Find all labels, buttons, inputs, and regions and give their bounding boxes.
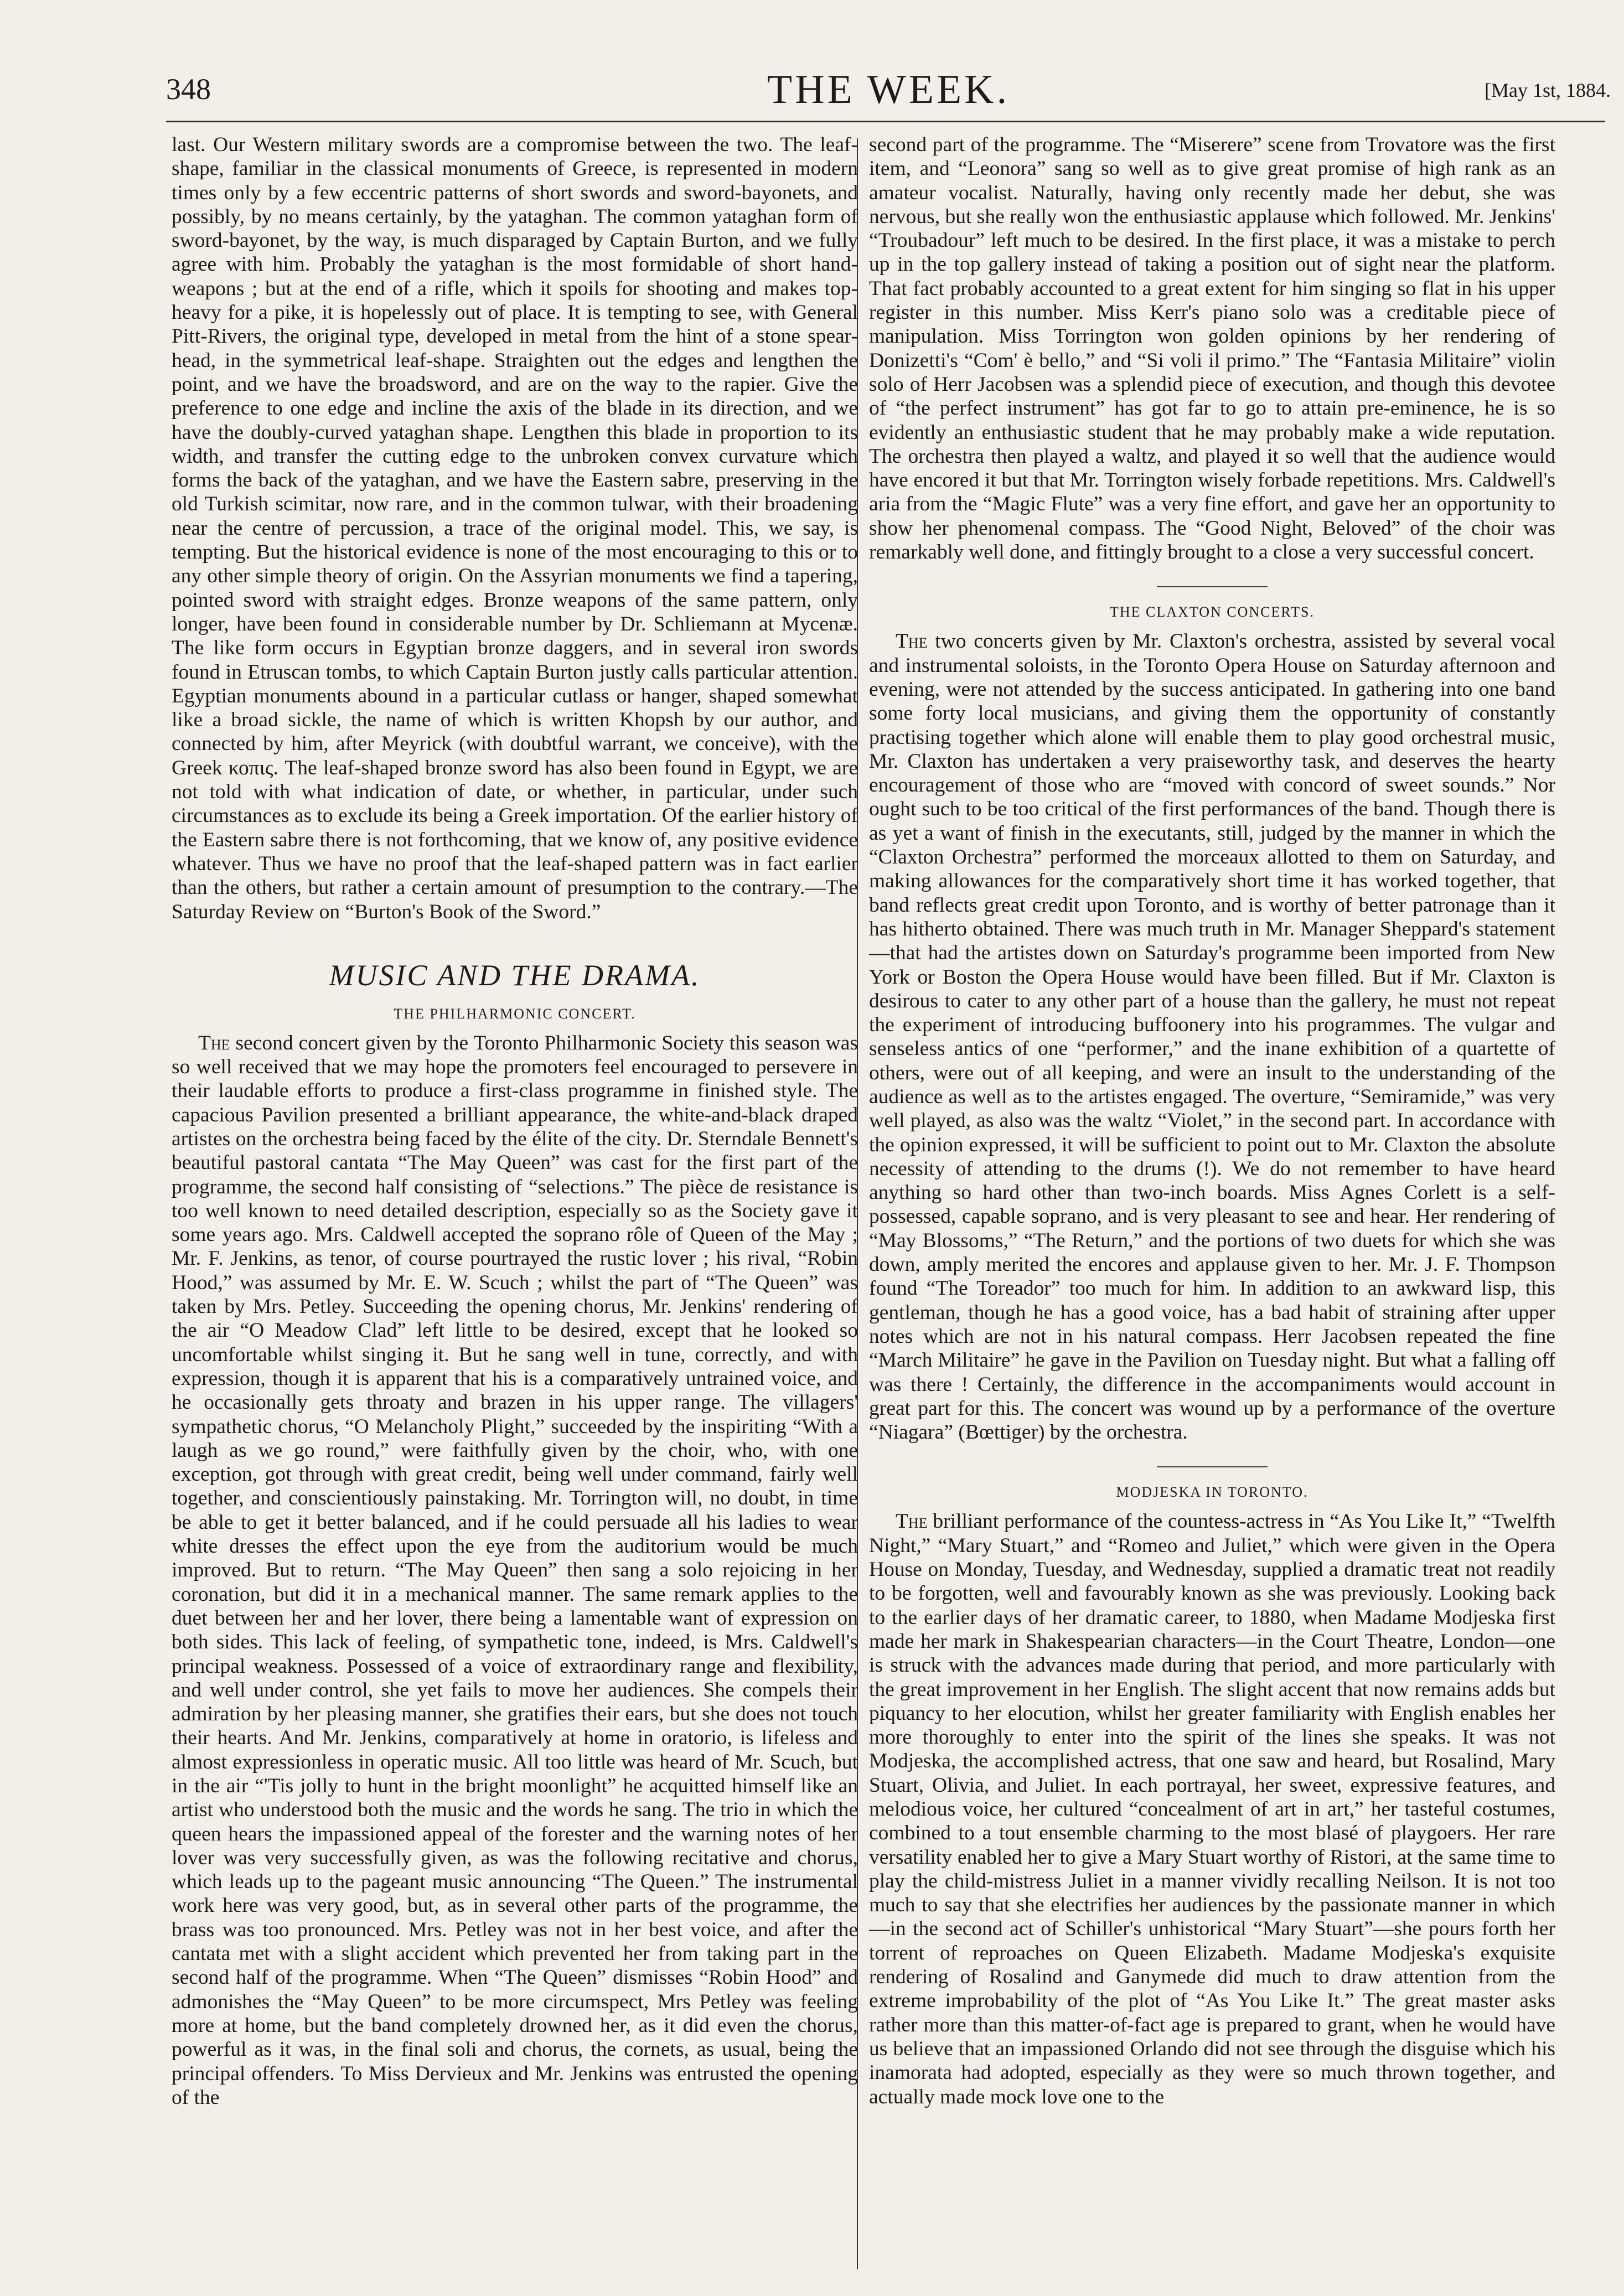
claxton-lead-word: The (896, 630, 928, 653)
modjeska-lead-word: The (896, 1510, 928, 1533)
philharmonic-text: second concert given by the Toronto Philharmonic Society this season was so well received that we may hope the promoters feel encouraged to persevere in their laudable efforts to produce a first-class programme in finished style. The capacious Pavilion presented a brilliant appearance, the white-and-black draped artistes on the orchestra being faced by the élite of the city. Dr. Sterndale Bennett's beautiful pastoral cantata “The May Queen” was cast for the first part of the programme, the second half consisting of “selections.” The pièce de resistance is too well known to need detailed description, especially so as the Society gave it some years ago. Mrs. Caldwell accepted the soprano rôle of Queen of the May ; Mr. F. Jenkins, as tenor, of course pourtrayed the rustic lover ; his rival, “Robin Hood,” was assumed by Mr. E. W. Scuch ; whilst the part of “The Queen” was taken by Mrs. Petley. Succeeding the opening chorus, Mr. Jenkins' rendering of the air “O Meadow Clad” left little to be desired, except that he looked so uncomfortable whilst singing it. But he sang well in tune, correctly, and with expression, though it is apparent that his is a comparatively untrained voice, and he occasionally gets throaty and brazen in his upper range. The villagers' sympathetic chorus, “O Melancholy Plight,” succeeded by the inspiriting “With a laugh as we go round,” were faithfully given by the choir, who, with one exception, got through with great credit, being well under command, fairly well together, and conscientiously painstaking. Mr. Torrington will, no doubt, in time be able to get it better balanced, and if he could persuade all his ladies to wear white dresses the effect upon the eye from the auditorium would be much improved. But to return. “The May Queen” then sang a solo rejoicing in her coronation, but did it in a mechanical manner. The same remark applies to the duet between her and her lover, there being a lamentable want of expression on both sides. This lack of feeling, of sympathetic tone, indeed, is Mrs. Caldwell's principal weakness. Possessed of a voice of extraordinary range and flexibility, and well under control, she yet fails to move her audiences. She compels their admiration by her pleasing manner, she gratifies their ears, but she does not touch their hearts. And Mr. Jenkins, comparatively at home in oratorio, is lifeless and almost expressionless in operatic music. All too little was heard of Mr. Scuch, but in the air “'Tis jolly to hunt in the bright moonlight” he acquitted himself like an artist who understood both the music and the words he sang. The trio in which the queen hears the impassioned appeal of the forester and the warning notes of her lover was very successfully given, as was the following recitative and chorus, which leads up to the pageant music announcing “The Queen.” The instrumental work here was very good, but, as in several other parts of the programme, the brass was too pronounced. Mrs. Petley was not in her best voice, and after the cantata met with a slight accident which prevented her from taking part in the second half of the programme. When “The Queen” dismisses “Robin Hood” and admonishes the “May Queen” to be more circumspect, Mrs Petley was feeling more at home, but the band completely drowned her, as it did even the chorus, powerful as it was, in the final soli and chorus, the cornets, as usual, being the principal offenders. To Miss Dervieux and Mr. Jenkins was entrusted the opening of the (172, 1031, 858, 2109)
philharmonic-continued-text: second part of the programme. The “Miserere” scene from Trovatore was the first item, and “Leonora” sang so well as to give great promise of high rank as an amateur vocalist. Naturally, having only recently made her debut, she was nervous, but she really won the enthusiastic applause which followed. Mr. Jenkins' “Troubadour” left much to be desired. In the first place, it was a mistake to perch up in the top gallery instead of taking a position out of sight near the platform. That fact probably accounted to a great extent for him singing so flat in his upper register in this number. Miss Kerr's piano solo was a creditable piece of manipulation. Miss Torrington won golden opinions by her rendering of Donizetti's “Com' è bello,” and “Si voli il primo.” The “Fantasia Militaire” violin solo of Herr Jacobsen was a splendid piece of execution, and though this devotee of “the perfect instrument” has got far to go to attain pre-eminence, he is so evidently an enthusiastic student that he may probably make a wide reputation. The orchestra then played a waltz, and played it so well that the audience would have encored it but that Mr. Torrington wisely forbade repetitions. Mrs. Caldwell's aria from the “Magic Flute” was a very fine effort, and gave her an opportunity to show her phenomenal compass. The “Good Night, Beloved” of the choir was remarkably well done, and fittingly brought to a close a very successful concert. (869, 133, 1555, 564)
claxton-article (869, 629, 1555, 1444)
modjeska-heading: MODJESKA IN TORONTO. (1116, 1484, 1308, 1501)
philharmonic-heading: THE PHILHARMONIC CONCERT. (394, 1005, 636, 1022)
page-number: 348 (166, 73, 211, 106)
section-divider (1157, 1466, 1268, 1467)
right-column (869, 133, 1555, 2275)
journal-title: THE WEEK. (767, 67, 1010, 112)
left-column (172, 133, 858, 2275)
claxton-heading: THE CLAXTON CONCERTS. (1109, 604, 1315, 620)
philharmonic-article (172, 1031, 858, 2109)
section-title: MUSIC AND THE DRAMA. (329, 958, 701, 992)
modjeska-text: brilliant performance of the countess-actress in “As You Like It,” “Twelfth Night,” “Mary Stuart,” and “Romeo and Juliet,” which were given in the Opera House on Monday, Tuesday, and Wednesday, supplied a dramatic treat not readily to be forgotten, well and favourably known as she was previously. Looking back to the earlier days of her dramatic career, to 1880, when Madame Modjeska first made her mark in Shakespearian characters—in the Court Theatre, London—one is struck with the advances made during that period, and more particularly with the great improvement in her English. The slight accent that now remains adds but piquancy to her elocution, whilst her greater familiarity with English enables her more thoroughly to enter into the spirit of the lines she speaks. It was not Modjeska, the accomplished actress, that one saw and heard, but Rosalind, Mary Stuart, Olivia, and Juliet. In each portrayal, her sweet, expressive features, and melodious voice, her cultured “concealment of art in art,” her tasteful costumes, combined to a tout ensemble charming to the most blasé of playgoers. Her rare versatility enabled her to give a Mary Stuart worthy of Ristori, at the same time to play the child-mistress Juliet in a manner vividly recalling Neilson. It is not too much to say that she electrifies her audiences by the passionate manner in which—in the second act of Schiller's unhistorical “Mary Stuart”—she pours forth her torrent of reproaches on Queen Elizabeth. Madame Modjeska's exquisite rendering of Rosalind and Ganymede did much to draw attention from the extreme improbability of the plot of “As You Like It.” The great master asks rather more than this matter-of-fact age is prepared to grant, when he would have us believe that an impassioned Orlando did not see through the disguise which his inamorata had adopted, especially as they were so much thrown together, and actually made mock love one to the (869, 1510, 1555, 2108)
philharmonic-lead-word: The (198, 1031, 230, 1054)
claxton-text: two concerts given by Mr. Claxton's orchestra, assisted by several vocal and instrumental soloists, in the Toronto Opera House on Saturday afternoon and evening, were not attended by the success anticipated. In gathering into one band some forty local musicians, and giving them the opportunity of constantly practising together which alone will enable them to play good orchestral music, Mr. Claxton has undertaken a very praiseworthy task, and deserves the hearty encouragement of those who are “moved with concord of sweet sounds.” Nor ought such to be too critical of the first performances of the band. Though there is as yet a want of finish in the executants, still, judged by the manner in which the “Claxton Orchestra” performed the morceaux allotted to them on Saturday, and making allowances for the comparatively short time it has worked together, that band reflects great credit upon Toronto, and is worthy of better patronage than it has hitherto obtained. There was much truth in Mr. Manager Sheppard's statement—that had the artistes down on Saturday's programme been imported from New York or Boston the Opera House would have been filled. But if Mr. Claxton is desirous to cater to any other part of a house than the gallery, he must not repeat the experiment of introducing buffoonery into his programmes. The vulgar and senseless antics of one “performer,” and the inane exhibition of a quartette of others, were out of all keeping, and were an insult to the understanding of the audience as well as to the artistes engaged. The overture, “Semiramide,” was very well played, as also was the waltz “Violet,” in the second part. In accordance with the opinion expressed, it will be sufficient to point out to Mr. Claxton the absolute necessity of attending to the drums (!). We do not remember to have heard anything so hard other than two-inch boards. Miss Agnes Corlett is a self-possessed, capable soprano, and is very pleasant to see and hear. Her rendering of “May Blossoms,” “The Return,” and the portions of two duets for which she was down, amply merited the encores and applause given to her. Mr. J. F. Thompson found “The Toreador” too much for him. In addition to an awkward lisp, this gentleman, though he has a good voice, has a bad habit of straining after upper notes which are not in his natural compass. Herr Jacobsen repeated the fine “March Militaire” he gave in the Pavilion on Tuesday night. But what a falling off was there ! Certainly, the difference in the accompaniments would account in great part for this. The concert was wound up by a performance of the overture “Niagara” (Bœttiger) by the orchestra. (869, 630, 1555, 1444)
sword-article-text: last. Our Western military swords are a compromise between the two. The leaf-shape, familiar in the classical monuments of Greece, is represented in modern times only by a few eccentric patterns of short swords and sword-bayonets, and possibly, by no means certainly, by the yataghan. The common yataghan form of sword-bayonet, by the way, is much disparaged by Captain Burton, and we fully agree with him. Probably the yataghan is the most formidable of short hand-weapons ; but at the end of a rifle, which it spoils for shooting and makes top-heavy for a pike, it is hopelessly out of place. It is tempting to see, with General Pitt-Rivers, the original type, developed in metal from the hint of a stone spear-head, in the symmetrical leaf-shape. Straighten out the edges and lengthen the point, and we have the broadsword, and are on the way to the rapier. Give the preference to one edge and incline the axis of the blade in its direction, and we have the doubly-curved yataghan shape. Lengthen this blade in proportion to its width, and transfer the cutting edge to the unbroken convex curvature which forms the back of the yataghan, and we have the Eastern sabre, preserving in the old Turkish scimitar, now rare, and in the common tulwar, with their broadening near the centre of percussion, a trace of the original model. This, we say, is tempting. But the historical evidence is none of the most encouraging to this or to any other simple theory of origin. On the Assyrian monuments we find a tapering, pointed sword with straight edges. Bronze weapons of the same pattern, only longer, have been found in considerable number by Dr. Schliemann at Mycenæ. The like form occurs in Egyptian bronze daggers, and in several iron swords found in Etruscan tombs, to which Captain Burton justly calls particular attention. Egyptian monuments abound in a particular cutlass or hanger, shaped somewhat like a broad sickle, the name of which is written Khopsh by our author, and connected by him, after Meyrick (with doubtful warrant, we conceive), with the Greek κοπις. The leaf-shaped bronze sword has also been found in Egypt, we are not told with what indication of date, or whether, in particular, under such circumstances as to exclude its being a Greek importation. Of the earlier history of the Eastern sabre there is not forthcoming, that we know of, any positive evidence whatever. Thus we have no proof that the leaf-shaped pattern was in fact earlier than the others, but rather a certain amount of presumption to the contrary.—The Saturday Review on “Burton's Book of the Sword.” (172, 133, 858, 923)
header-rule (166, 121, 1605, 122)
issue-date: [May 1st, 1884. (1485, 79, 1611, 101)
page-header (166, 66, 1611, 111)
modjeska-article (869, 1509, 1555, 2108)
section-divider (1157, 586, 1268, 587)
